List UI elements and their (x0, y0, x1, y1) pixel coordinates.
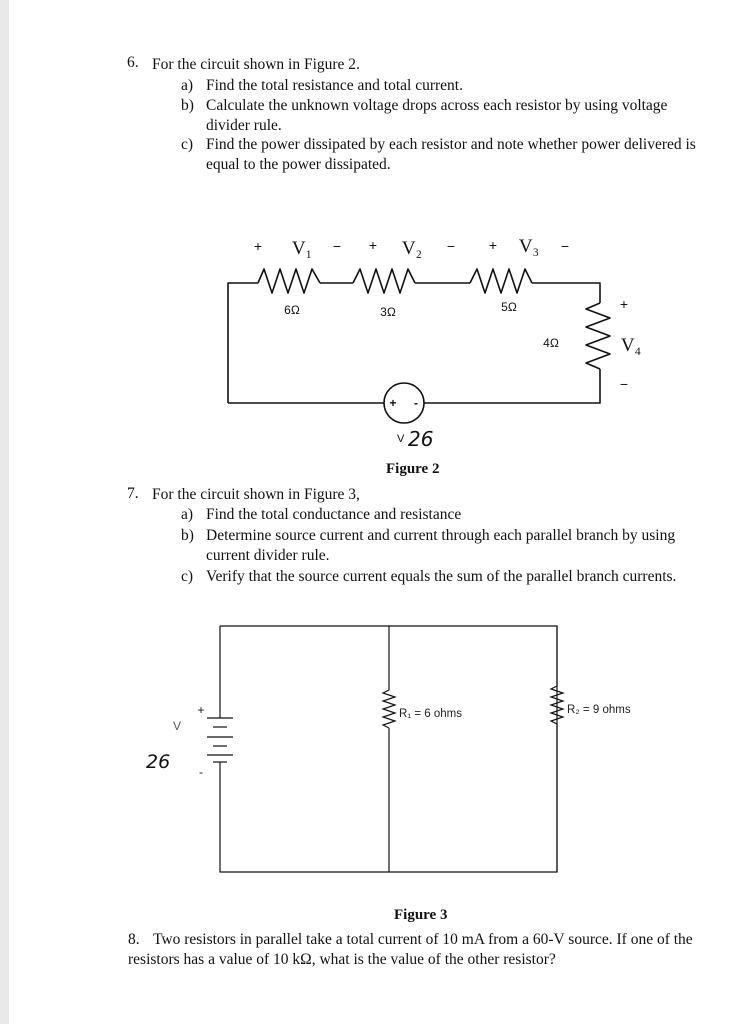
q6-a-text: Find the total resistance and total current. (206, 77, 463, 94)
fig2-source-v: V (397, 433, 405, 445)
q6-number: 6. (127, 54, 139, 71)
q7-b-label: b) (181, 527, 194, 544)
battery-minus: - (199, 765, 203, 779)
v4-plus: + (619, 296, 629, 312)
battery-plus: + (197, 703, 205, 717)
r4-value: 4Ω (543, 336, 559, 350)
v1-plus: + (253, 238, 263, 254)
r1-value: 6Ω (284, 303, 300, 317)
v4-minus: − (619, 376, 629, 392)
source-plus: + (389, 396, 397, 410)
q7-text: For the circuit shown in Figure 3, (152, 486, 360, 503)
r1-label: R₁ = 6 ohms (399, 708, 463, 720)
resistor-r1-6-ohms (383, 690, 395, 728)
battery-26v (207, 718, 233, 762)
v2-plus: + (368, 237, 378, 253)
v3-label: V₃ (518, 236, 540, 257)
v3-minus: − (560, 238, 570, 254)
r2-label: R₂ = 9 ohms (567, 704, 631, 716)
r3-value: 5Ω (501, 300, 517, 314)
v4-label: V₄ (620, 335, 642, 356)
figure-2-caption: Figure 2 (386, 461, 440, 477)
q6-a-label: a) (181, 77, 194, 94)
q8-line2: resistors has a value of 10 kΩ, what is the value of the other resistor? (128, 951, 556, 968)
q7-c-text: Verify that the source current equals the sum of the parallel branch currents. (206, 568, 677, 585)
q7-number: 7. (127, 485, 139, 502)
q8-number: 8. (128, 931, 140, 948)
q7-a-text: Find the total conductance and resistance (206, 506, 462, 523)
q6-b-label: b) (181, 97, 194, 114)
q6-b-line1: Calculate the unknown voltage drops across each resistor by using voltage (206, 97, 668, 114)
q6-text: For the circuit shown in Figure 2. (152, 56, 360, 73)
q6-c-label: c) (181, 136, 194, 153)
fig3-source-value: 26 (146, 751, 171, 773)
fig2-source-value: 26 (408, 427, 434, 451)
v2-label: V₂ (401, 238, 423, 259)
q8-line1: Two resistors in parallel take a total current of 10 mA from a 60-V source. If one of the (153, 931, 693, 948)
v1-label: V₁ (291, 238, 313, 259)
v3-plus: + (488, 237, 498, 253)
figure-3-caption: Figure 3 (394, 907, 448, 923)
q7-b-line2: current divider rule. (206, 547, 330, 564)
q6-b-line2: divider rule. (206, 117, 282, 134)
v2-minus: − (446, 238, 456, 254)
q7-b-line1: Determine source current and current through each parallel branch by using (206, 527, 676, 544)
r2-value: 3Ω (380, 305, 396, 319)
q7-a-label: a) (181, 506, 194, 523)
q6-c-line1: Find the power dissipated by each resistor and note whether power delivered is (206, 136, 696, 153)
v1-minus: − (332, 238, 342, 254)
source-minus: - (414, 396, 418, 410)
q6-c-line2: equal to the power dissipated. (206, 156, 391, 173)
q7-c-label: c) (181, 568, 194, 585)
fig3-source-v: V (173, 719, 182, 733)
